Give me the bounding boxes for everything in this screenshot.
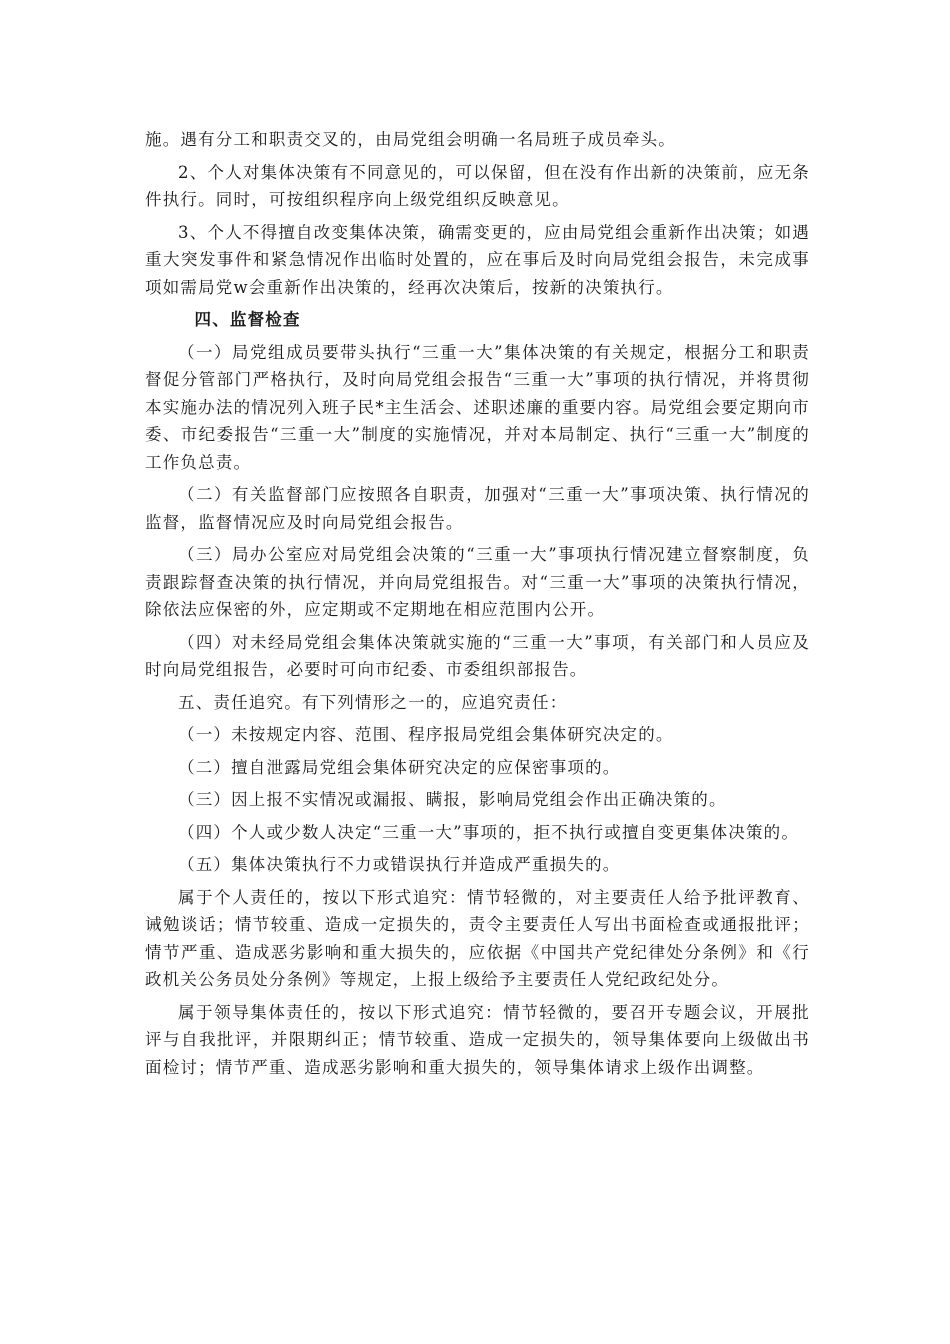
paragraph: （四）个人或少数人决定“三重一大”事项的，拒不执行或擅自变更集体决策的。 [178,822,800,842]
paragraph: （一）未按规定内容、范围、程序报局党组会集体研究决定的。 [178,725,674,744]
document-page [145,126,810,1086]
paragraph: 2、个人对集体决策有不同意见的，可以保留，但在没有作出新的决策前，应无条件执行。同时，可按组织程序向上级党组织反映意见。 [145,162,810,209]
section-heading: 四、监督检查 [194,310,301,329]
paragraph: （二）有关监督部门应按照各自职责，加强对“三重一大”事项决策、执行情况的监督，监督情况应及时向局党组会报告。 [145,485,810,532]
paragraph: 3、个人不得擅自改变集体决策，确需变更的，应由局党组会重新作出决策；如遇重大突发事件和紧急情况作出临时处置的，应在事后及时向局党组会报告，未完成事项如需局党w会重新作出决策的，经再次决策后，按新的决策执行。 [145,222,810,297]
paragraph: （三）局办公室应对局党组会决策的“三重一大”事项执行情况建立督察制度，负责跟踪督查决策的执行情况，并向局党组报告。对“三重一大”事项的决策执行情况，除依法应保密的外，应定期或不定期地在相应范围内公开。 [145,545,810,619]
paragraph: 五、责任追究。有下列情形之一的，应追究责任： [178,692,568,712]
paragraph: （五）集体决策执行不力或错误执行并造成严重损失的。 [178,855,621,874]
paragraph: （二）擅自泄露局党组会集体研究决定的应保密事项的。 [178,757,621,777]
paragraph: （一）局党组成员要带头执行“三重一大”集体决策的有关规定，根据分工和职责督促分管部门严格执行，及时向局党组会报告“三重一大”事项的执行情况，并将贯彻本实施办法的情况列入班子民*主生活会、述职述廉的重要内容。局党组会要定期向市委、市纪委报告“三重一大”制度的实施情况，并对本局制定、执行“三重一大”制度的工作负总责。 [145,342,810,472]
paragraph: 属于领导集体责任的，按以下形式追究：情节轻微的，要召开专题会议，开展批评与自我批评，并限期纠正；情节较重、造成一定损失的，领导集体要向上级做出书面检讨；情节严重、造成恶劣影响和重大损失的，领导集体请求上级作出调整。 [145,1002,810,1077]
paragraph: 属于个人责任的，按以下形式追究：情节轻微的，对主要责任人给予批评教育、诫勉谈话；情节较重、造成一定损失的，责令主要责任人写出书面检查或通报批评；情节严重、造成恶劣影响和重大损失的，应依据《中国共产党纪律处分条例》和《行政机关公务员处分条例》等规定，上报上级给予主要责任人党纪政纪处分。 [145,887,810,989]
paragraph: （四）对未经局党组会集体决策就实施的“三重一大”事项，有关部门和人员应及时向局党组报告，必要时可向市纪委、市委组织部报告。 [145,632,810,679]
paragraph: 施。遇有分工和职责交叉的，由局党组会明确一名局班子成员牵头。 [145,130,676,149]
paragraph: （三）因上报不实情况或漏报、瞒报，影响局党组会作出正确决策的。 [178,790,727,809]
